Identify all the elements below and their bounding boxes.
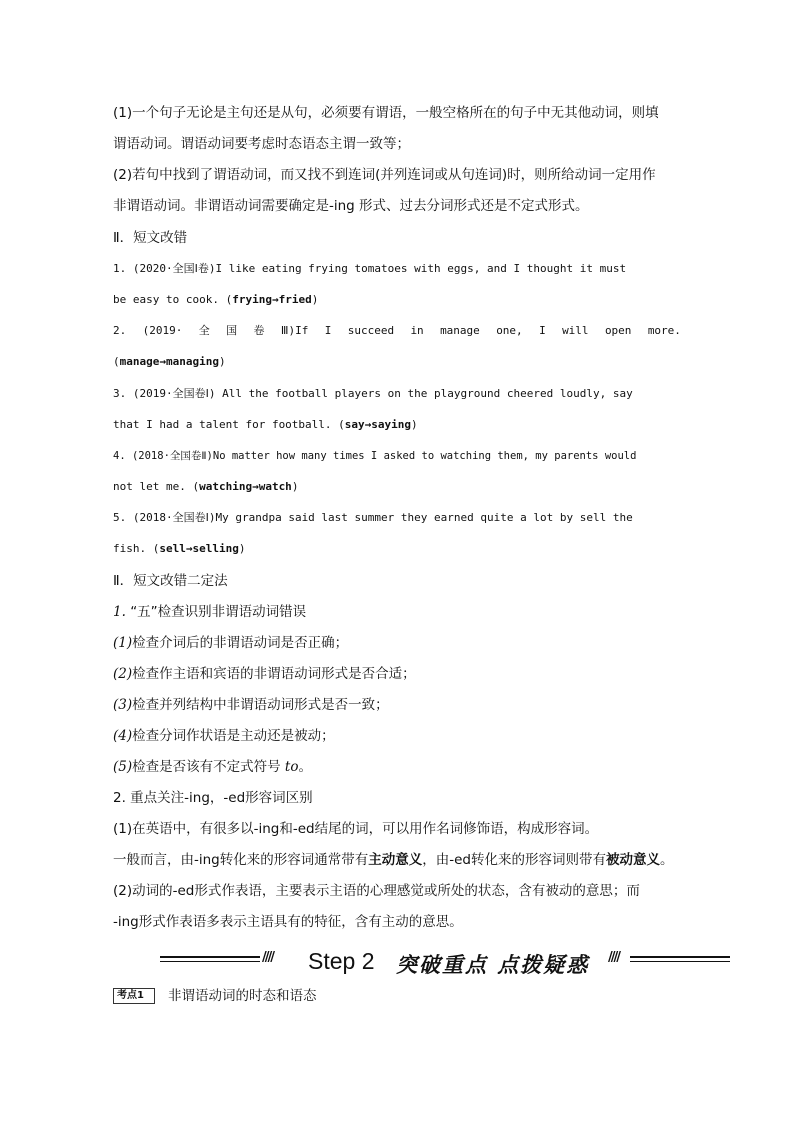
sub2-p2: 一般而言，由-ing转化来的形容词通常带有主动意义，由-ed转化来的形容词则带有被动意义。	[113, 852, 674, 868]
check-item-4: (4)检查分词作状语是主动还是被动；	[113, 728, 335, 744]
intro-p2-line2: 非谓语动词。非谓语动词需要确定是-ing 形式、过去分词形式还是不定式形式。	[113, 198, 589, 214]
kaodian-badge: 考点1	[113, 988, 155, 1004]
banner-hatch-right-icon: ////	[608, 950, 619, 965]
item3-line1: 3. (2019·全国卷Ⅰ) All the football players on the playground cheered loudly, say	[113, 387, 633, 400]
sub1-title: 1. “五”检查识别非谓语动词错误	[113, 604, 307, 620]
sub2-title: 2. 重点关注-ing，-ed形容词区别	[113, 790, 313, 806]
banner-rule-left-thin	[160, 961, 260, 962]
item5-line2: fish. (sell→selling)	[113, 542, 246, 555]
item2-line1: 2. (2019· 全 国 卷 Ⅲ)If I succeed in manage one, I will open more.	[113, 324, 681, 337]
sub2-p3-line2: -ing形式作表语多表示主语具有的特征，含有主动的意思。	[113, 914, 463, 930]
item1-line2: be easy to cook. (frying→fried)	[113, 293, 319, 306]
banner-rule-right-thin	[630, 961, 730, 962]
section2-heading: Ⅱ．短文改错二定法	[113, 573, 228, 589]
check-item-2: (2)检查作主语和宾语的非谓语动词形式是否合适；	[113, 666, 416, 682]
step-banner	[160, 948, 730, 978]
item4-line1: 4. (2018·全国卷Ⅱ)No matter how many times I asked to watching them, my parents would	[113, 450, 637, 462]
item3-answer: say→saying	[344, 418, 412, 431]
item4-line2: not let me. (watching→watch)	[113, 480, 299, 493]
intro-p1-line1: (1)一个句子无论是主句还是从句，必须要有谓语，一般空格所在的句子中无其他动词，则填	[113, 105, 659, 121]
item1-line1: 1. (2020·全国Ⅰ卷)I like eating frying tomatoes with eggs, and I thought it must	[113, 262, 627, 275]
check-item-1: (1)检查介词后的非谓语动词是否正确；	[113, 635, 349, 651]
sub2-p3-line1: (2)动词的-ed形式作表语，主要表示主语的心理感觉或所处的状态，含有被动的意思；而	[113, 883, 640, 899]
banner-rule-right	[630, 956, 730, 958]
check-item-3: (3)检查并列结构中非谓语动词形式是否一致；	[113, 697, 389, 713]
item5-line1: 5. (2018·全国卷Ⅰ)My grandpa said last summer they earned quite a lot by sell the	[113, 511, 633, 524]
item5-answer: sell→selling	[159, 542, 239, 555]
item1-answer: frying→fried	[232, 293, 312, 306]
step-title: Step 2	[308, 948, 375, 974]
check-item-5: (5)检查是否该有不定式符号 to。	[113, 759, 312, 775]
step-subtitle: 突破重点 点拨疑惑	[396, 952, 590, 977]
banner-rule-left	[160, 956, 260, 958]
item2-answer: manage→managing	[119, 355, 219, 368]
item2-line2: (manage→managing)	[113, 355, 226, 368]
intro-p1-line2: 谓语动词。谓语动词要考虑时态语态主谓一致等；	[113, 136, 410, 152]
item3-line2: that I had a talent for football. (say→saying)	[113, 418, 418, 431]
intro-p2-line1: (2)若句中找到了谓语动词，而又找不到连词(并列连词或从句连词)时，则所给动词一定用作	[113, 167, 656, 183]
item4-answer: watching→watch	[199, 480, 292, 493]
sub2-p1: (1)在英语中，有很多以-ing和-ed结尾的词，可以用作名词修饰语，构成形容词。	[113, 821, 599, 837]
section1-heading: Ⅱ．短文改错	[113, 230, 188, 246]
kaodian-title: 非谓语动词的时态和语态	[168, 988, 317, 1004]
banner-hatch-left-icon: ////	[262, 950, 273, 965]
